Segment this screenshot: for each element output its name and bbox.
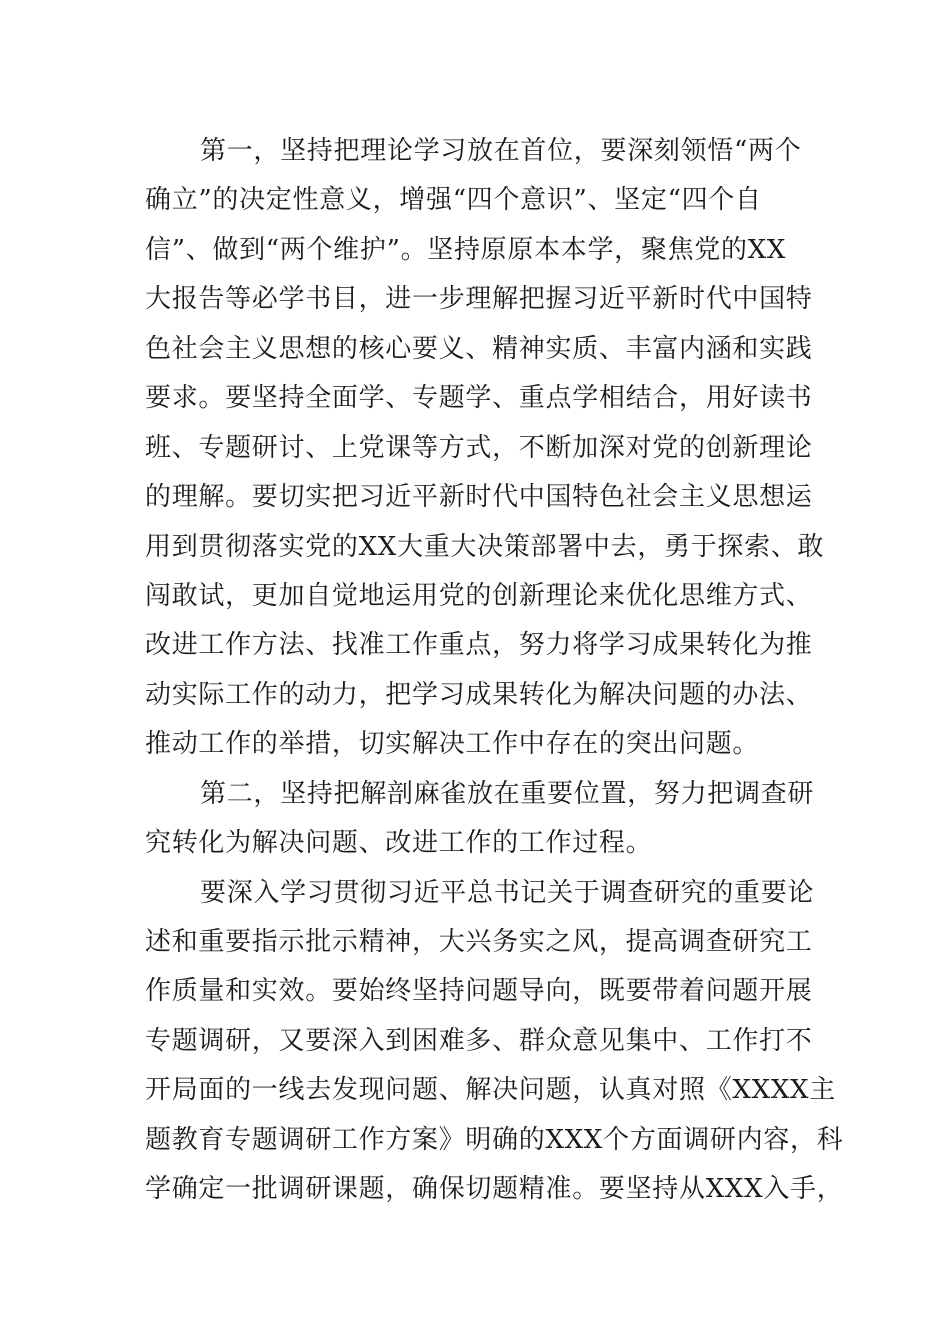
text-line: 改进工作方法、找准工作重点，努力将学习成果转化为推 (145, 630, 813, 661)
text-line: 专题调研，又要深入到困难多、群众意见集中、工作打不 (145, 1025, 813, 1056)
text-line: 第二，坚持把解剖麻雀放在重要位置，努力把调查研 (200, 778, 815, 809)
text-line: 确立”的决定性意义，增强“四个意识”、坚定“四个自 (145, 185, 762, 216)
text-line: 要深入学习贯彻习近平总书记关于调查研究的重要论 (200, 877, 815, 908)
text-line: 色社会主义思想的核心要义、精神实质、丰富内涵和实践 (145, 333, 813, 364)
text-line: 作质量和实效。要始终坚持问题导向，既要带着问题开展 (145, 976, 813, 1007)
text-line: 信”、做到“两个维护”。坚持原原本本学，聚焦党的XX (145, 234, 787, 265)
text-line: 第一，坚持把理论学习放在首位，要深刻领悟“两个 (200, 136, 802, 166)
text-line: 题教育专题调研工作方案》明确的XXX个方面调研内容，科 (145, 1124, 844, 1155)
text-line: 闯敢试，更加自觉地运用党的创新理论来优化思维方式、 (145, 580, 813, 611)
paragraph-second-point (145, 770, 815, 869)
paragraph-research (145, 869, 844, 1215)
paragraph-first-point (145, 127, 825, 770)
text-line: 开局面的一线去发现问题、解决问题，认真对照《XXXX主 (145, 1075, 836, 1106)
text-line: 班、专题研讨、上党课等方式，不断加深对党的创新理论 (145, 432, 813, 463)
text-line: 大报告等必学书目，进一步理解把握习近平新时代中国特 (145, 284, 813, 315)
text-line: 究转化为解决问题、改进工作的工作过程。 (145, 828, 653, 859)
text-line: 述和重要指示批示精神，大兴务实之风，提高调查研究工 (145, 927, 813, 957)
text-line: 的理解。要切实把习近平新时代中国特色社会主义思想运 (145, 482, 813, 513)
text-line: 用到贯彻落实党的XX大重大决策部署中去，勇于探索、敢 (145, 531, 825, 562)
document-page (145, 127, 844, 1215)
text-line: 学确定一批调研课题，确保切题精准。要坚持从XXX入手， (145, 1174, 844, 1205)
text-line: 要求。要坚持全面学、专题学、重点学相结合，用好读书 (145, 383, 813, 414)
text-line: 动实际工作的动力，把学习成果转化为解决问题的办法、 (145, 679, 813, 710)
text-line: 推动工作的举措，切实解决工作中存在的突出问题。 (145, 729, 760, 760)
